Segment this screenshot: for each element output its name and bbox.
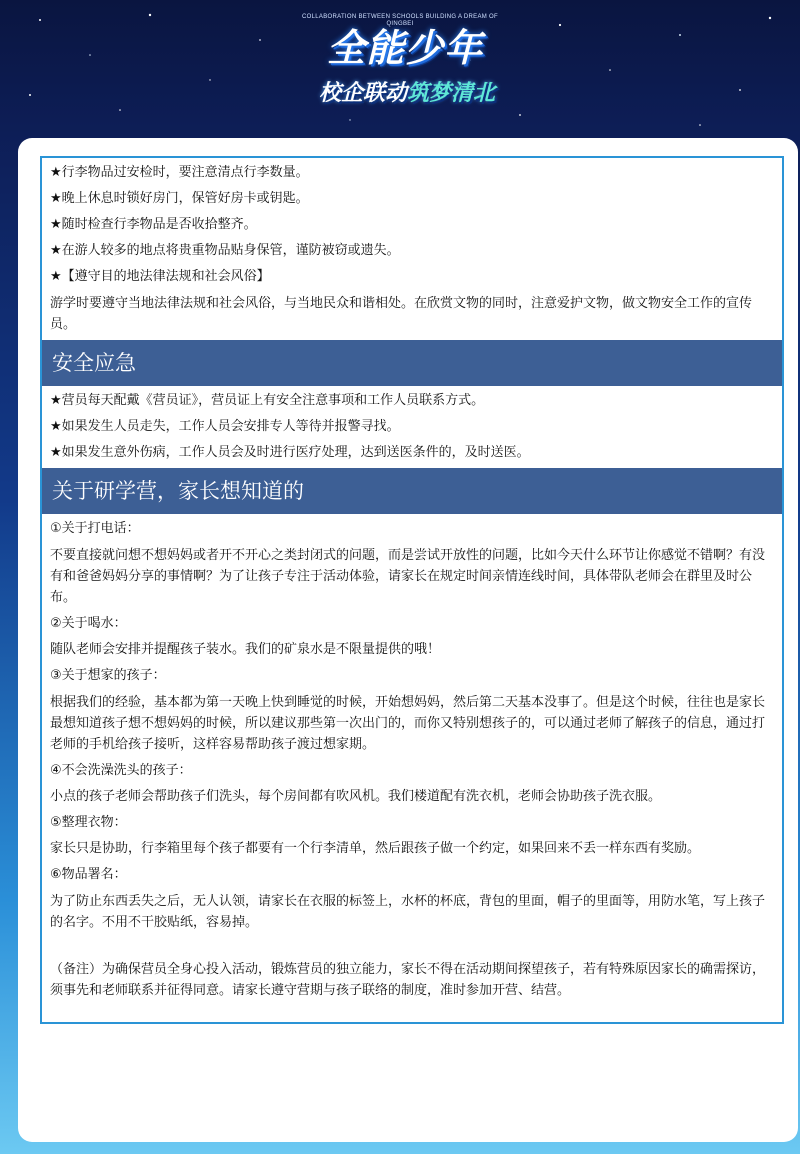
- faq-answer: 家长只是协助，行李箱里每个孩子都要有一个行李清单，然后跟孩子做一个约定，如果回来不丢一样东西有奖励。: [50, 841, 701, 856]
- remark-note: （备注）为确保营员全身心投入活动，锻炼营员的独立能力，家长不得在活动期间探望孩子，若有特殊原因家长的确需探访，须事先和老师联系并征得同意。请家长遵守营期与孩子联络的制度，准时参加开营、结营。: [50, 962, 766, 998]
- notice-document: [40, 156, 784, 1024]
- logo-tagline: COLLABORATION BETWEEN SCHOOLS BUILDING A DREAM OF QINGBEI: [302, 14, 498, 27]
- travel-item: ★随时检查行李物品是否收拾整齐。: [50, 217, 257, 232]
- faq-answer: 小点的孩子老师会帮助孩子们洗头，每个房间都有吹风机。我们楼道配有洗衣机，老师会协助孩子洗衣服。: [50, 789, 662, 804]
- faq-question: ②关于喝水：: [50, 616, 127, 631]
- emergency-item: ★如果发生意外伤病，工作人员会及时进行医疗处理，达到送医条件的，及时送医。: [50, 445, 530, 460]
- emergency-item: ★营员每天配戴《营员证》，营员证上有安全注意事项和工作人员联系方式。: [50, 393, 485, 408]
- header-logo: [0, 0, 800, 130]
- faq-question: ⑥物品署名：: [50, 867, 127, 882]
- faq-question: ④不会洗澡洗头的孩子：: [50, 763, 192, 778]
- faq-answer: 不要直接就问想不想妈妈或者开不开心之类封闭式的问题，而是尝试开放性的问题，比如今天什么环节让你感觉不错啊？有没有和爸爸妈妈分享的事情啊？为了让孩子专注于活动体验，请家长在规定时间亲情连线时间，具体带队老师会在群里及时公布。: [50, 548, 766, 605]
- travel-item: ★行李物品过安检时，要注意清点行李数量。: [50, 165, 309, 180]
- logo-title: 全能少年: [326, 26, 483, 70]
- travel-item: ★【遵守目的地法律法规和社会风俗】: [50, 269, 270, 284]
- section-title-parents: 关于研学营，家长想知道的: [42, 468, 782, 514]
- logo-subtitle-part1: 校企联动: [318, 81, 407, 106]
- logo-subtitle-part2: 筑梦清北: [407, 81, 496, 106]
- faq-question: ③关于想家的孩子：: [50, 668, 166, 683]
- section-title-emergency: 安全应急: [42, 340, 782, 386]
- faq-question: ①关于打电话：: [50, 521, 140, 536]
- faq-answer: 为了防止东西丢失之后，无人认领，请家长在衣服的标签上，水杯的杯底，背包的里面，帽子的里面等，用防水笔，写上孩子的名字。不用不干胶贴纸，容易掉。: [50, 894, 766, 930]
- travel-item: ★在游人较多的地点将贵重物品贴身保管，谨防被窃或遗失。: [50, 243, 400, 258]
- travel-item: ★晚上休息时锁好房门，保管好房卡或钥匙。: [50, 191, 309, 206]
- travel-paragraph: 游学时要遵守当地法律法规和社会风俗，与当地民众和谐相处。在欣赏文物的同时，注意爱护文物，做文物安全工作的宣传员。: [50, 296, 753, 332]
- faq-question: ⑤整理衣物：: [50, 815, 127, 830]
- faq-answer: 根据我们的经验，基本都为第一天晚上快到睡觉的时候，开始想妈妈，然后第二天基本没事了。但是这个时候，往往也是家长最想知道孩子想不想妈妈的时候，所以建议那些第一次出门的，而你又特别想孩子的，可以通过老师了解孩子的信息，通过打老师的手机给孩子接听，这样容易帮助孩子渡过想家期。: [50, 695, 766, 752]
- faq-answer: 随队老师会安排并提醒孩子装水。我们的矿泉水是不限量提供的哦！: [50, 642, 441, 657]
- logo-subtitle: [302, 80, 512, 108]
- emergency-item: ★如果发生人员走失，工作人员会安排专人等待并报警寻找。: [50, 419, 400, 434]
